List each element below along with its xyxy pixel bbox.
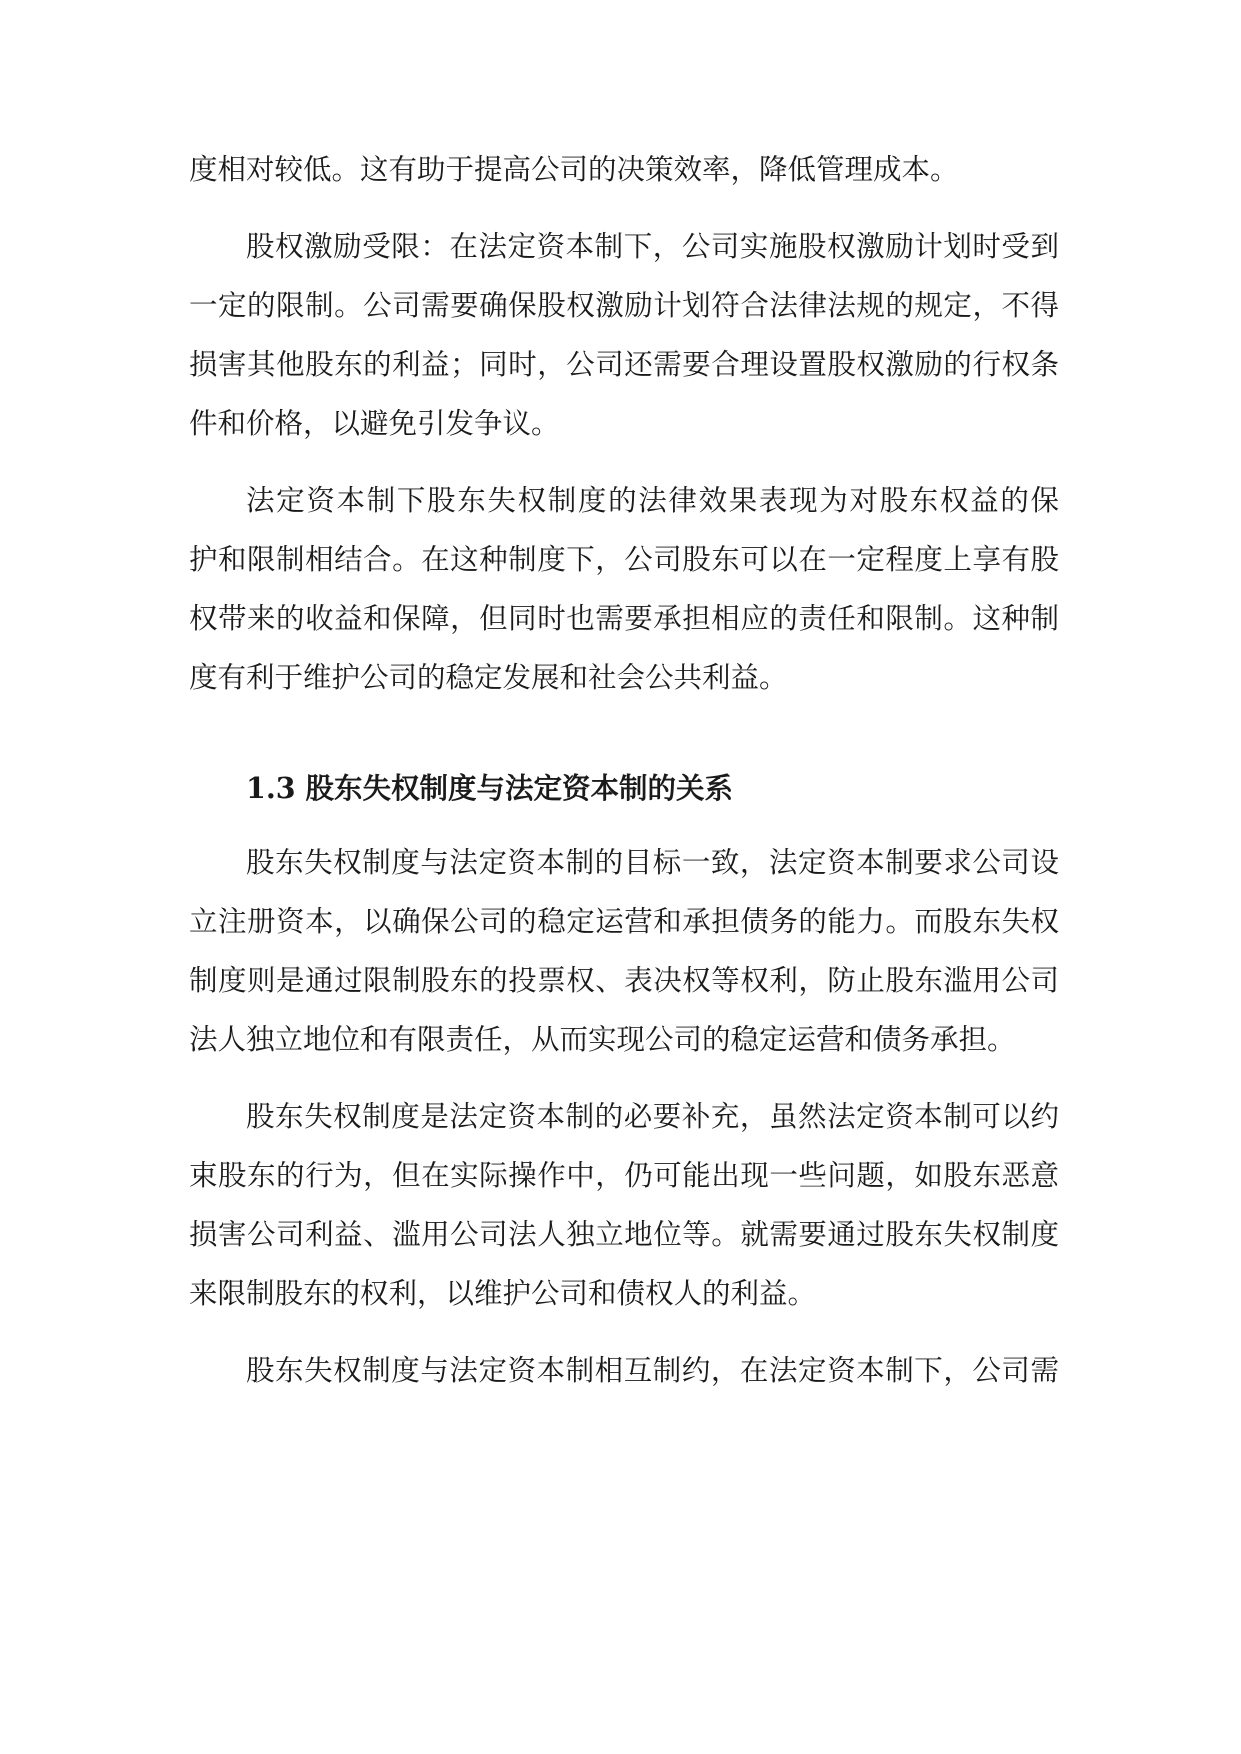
paragraph-line: 来限制股东的权利，以维护公司和债权人的利益。 — [189, 1277, 817, 1310]
paragraph-line: 法人独立地位和有限责任，从而实现公司的稳定运营和债务承担。 — [189, 1023, 1016, 1056]
paragraph-line: 法定资本制下股东失权制度的法律效果表现为对股东权益的保 — [246, 484, 1059, 517]
paragraph-line: 权带来的收益和保障，但同时也需要承担相应的责任和限制。这种制 — [189, 602, 1059, 635]
paragraph-line: 股东失权制度与法定资本制的目标一致，法定资本制要求公司设 — [246, 846, 1059, 879]
paragraph-line: 束股东的行为，但在实际操作中，仍可能出现一些问题，如股东恶意 — [189, 1159, 1059, 1192]
paragraph-line: 损害其他股东的利益；同时，公司还需要合理设置股权激励的行权条 — [189, 348, 1059, 381]
paragraph-line: 一定的限制。公司需要确保股权激励计划符合法律法规的规定，不得 — [189, 289, 1059, 322]
paragraph-line: 损害公司利益、滥用公司法人独立地位等。就需要通过股东失权制度 — [189, 1218, 1059, 1251]
paragraph-line: 股权激励受限：在法定资本制下，公司实施股权激励计划时受到 — [246, 230, 1059, 263]
paragraph-line: 股东失权制度是法定资本制的必要补充，虽然法定资本制可以约 — [246, 1100, 1059, 1133]
section-heading: 1.3 股东失权制度与法定资本制的关系 — [246, 771, 734, 805]
paragraph-line: 立注册资本，以确保公司的稳定运营和承担债务的能力。而股东失权 — [189, 905, 1059, 938]
paragraph-line: 制度则是通过限制股东的投票权、表决权等权利，防止股东滥用公司 — [189, 964, 1059, 997]
paragraph-line: 度相对较低。这有助于提高公司的决策效率，降低管理成本。 — [189, 153, 959, 186]
paragraph-line: 件和价格，以避免引发争议。 — [189, 407, 560, 440]
paragraph-line: 护和限制相结合。在这种制度下，公司股东可以在一定程度上享有股 — [189, 543, 1059, 576]
paragraph-line: 度有利于维护公司的稳定发展和社会公共利益。 — [189, 661, 788, 694]
paragraph-line: 股东失权制度与法定资本制相互制约，在法定资本制下，公司需 — [246, 1354, 1059, 1387]
